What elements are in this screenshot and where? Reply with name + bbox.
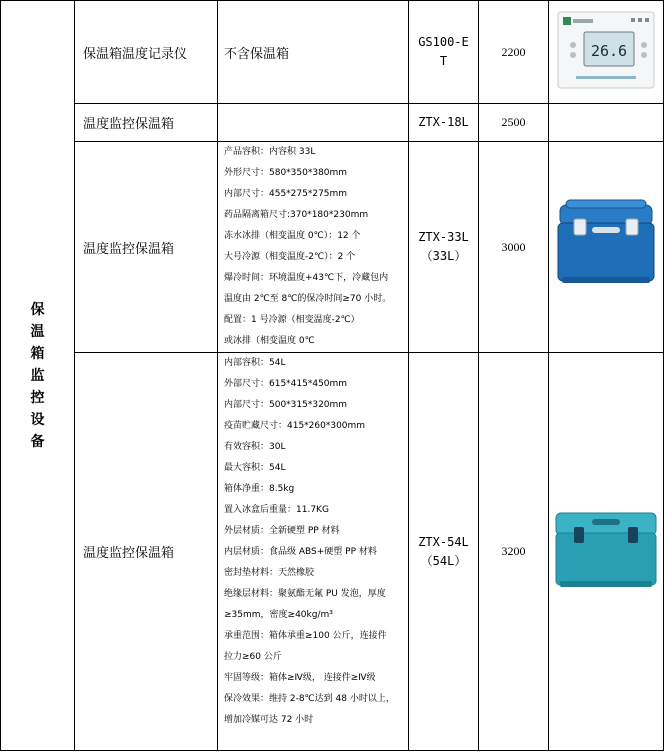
spec-line: 内部容积：54L <box>224 358 286 368</box>
spec-line: 药品隔离箱尺寸:370*180*230mm <box>224 210 369 220</box>
spec-list <box>218 142 409 353</box>
spec-line: 外层材质：全新硬塑 PP 材料 <box>224 526 340 536</box>
spec-line: 冻水冰排（相变温度 0℃）：12 个 <box>224 231 361 241</box>
teal-cooler-box-image <box>552 509 660 591</box>
spec-line: 大号冷源（相变温度-2℃）：2 个 <box>224 252 356 262</box>
model-line: ZTX-33L <box>418 230 469 244</box>
spec-line: 内部尺寸：500*315*320mm <box>224 400 348 410</box>
model-line: （54L） <box>420 553 467 568</box>
spec-line: 牢固等级：箱体≥Ⅳ级， 连接件≥Ⅳ级 <box>224 673 376 683</box>
category-char: 控 <box>30 389 45 406</box>
spec-line: 配置：1 号冷源（相变温度-2℃） <box>224 315 360 325</box>
spec-line: 爆冷时间：环境温度+43℃下，冷藏包内 <box>224 273 389 283</box>
spec-text: 不含保温箱 <box>218 1 409 104</box>
spec-line: 增加冷媒可达 72 小时 <box>224 715 314 725</box>
model-cell <box>409 142 479 353</box>
spec-line: 保冷效果：维持 2-8℃达到 48 小时以上， <box>224 694 395 704</box>
spec-line: 产品容积：内容积 33L <box>224 147 316 157</box>
image-cell <box>549 104 664 142</box>
product-name: 温度监控保温箱 <box>75 104 218 142</box>
logger-display-reading: 26.6 <box>590 42 628 60</box>
category-cell <box>1 1 75 751</box>
product-name: 温度监控保温箱 <box>75 353 218 751</box>
model-line: T <box>439 54 448 68</box>
category-char: 保 <box>30 301 45 318</box>
image-cell <box>549 142 664 353</box>
category-char: 设 <box>30 411 45 428</box>
image-cell <box>549 1 664 104</box>
model-line: GS100-E <box>418 35 469 49</box>
spec-line: 内部尺寸：455*275*275mm <box>224 189 348 199</box>
temperature-logger-image <box>556 10 656 90</box>
spec-line: 疫苗贮藏尺寸：415*260*300mm <box>224 421 366 431</box>
category-char: 箱 <box>30 345 45 362</box>
spec-line: 内层材质：食品级 ABS+硬塑 PP 材料 <box>224 547 377 557</box>
spec-line: 或冰排（相变温度 0℃ <box>224 336 315 346</box>
price-cell: 2500 <box>479 104 549 142</box>
spec-line: 承重范围：箱体承重≥100 公斤，连接件 <box>224 631 387 641</box>
spec-line: 外形尺寸：580*350*380mm <box>224 168 348 178</box>
category-char: 温 <box>30 323 45 340</box>
model-line: ZTX-54L <box>418 534 469 549</box>
spec-line: ≥35mm，密度≥40kg/m³ <box>224 610 333 620</box>
model-cell <box>409 104 479 142</box>
model-line: （33L） <box>420 249 467 263</box>
model-cell <box>409 1 479 104</box>
spec-line: 最大容积：54L <box>224 463 286 473</box>
spec-line: 绝缘层材料：聚氨酯无氟 PU 发泡，厚度 <box>224 589 386 599</box>
spec-list <box>218 353 409 751</box>
spec-line: 密封垫材料：天然橡胶 <box>224 568 315 578</box>
spec-line: 外部尺寸：615*415*450mm <box>224 379 348 389</box>
spec-line: 温度由 2℃至 8℃的保冷时间≥70 小时。 <box>224 294 392 304</box>
model-cell <box>409 353 479 751</box>
product-name: 温度监控保温箱 <box>75 142 218 353</box>
spec-line: 有效容积：30L <box>224 442 286 452</box>
price-cell: 3000 <box>479 142 549 353</box>
image-cell <box>549 353 664 751</box>
price-cell: 2200 <box>479 1 549 104</box>
model-line: ZTX-18L <box>418 115 469 129</box>
spec-line: 置入冰盒后重量：11.7KG <box>224 505 329 515</box>
price-cell: 3200 <box>479 353 549 751</box>
spec-text <box>218 104 409 142</box>
product-name: 保温箱温度记录仪 <box>75 1 218 104</box>
spec-line: 箱体净重：8.5kg <box>224 484 295 494</box>
spec-line: 拉力≥60 公斤 <box>224 652 282 662</box>
blue-cooler-box-image <box>552 197 660 293</box>
category-char: 监 <box>30 367 45 384</box>
category-char: 备 <box>30 433 45 450</box>
